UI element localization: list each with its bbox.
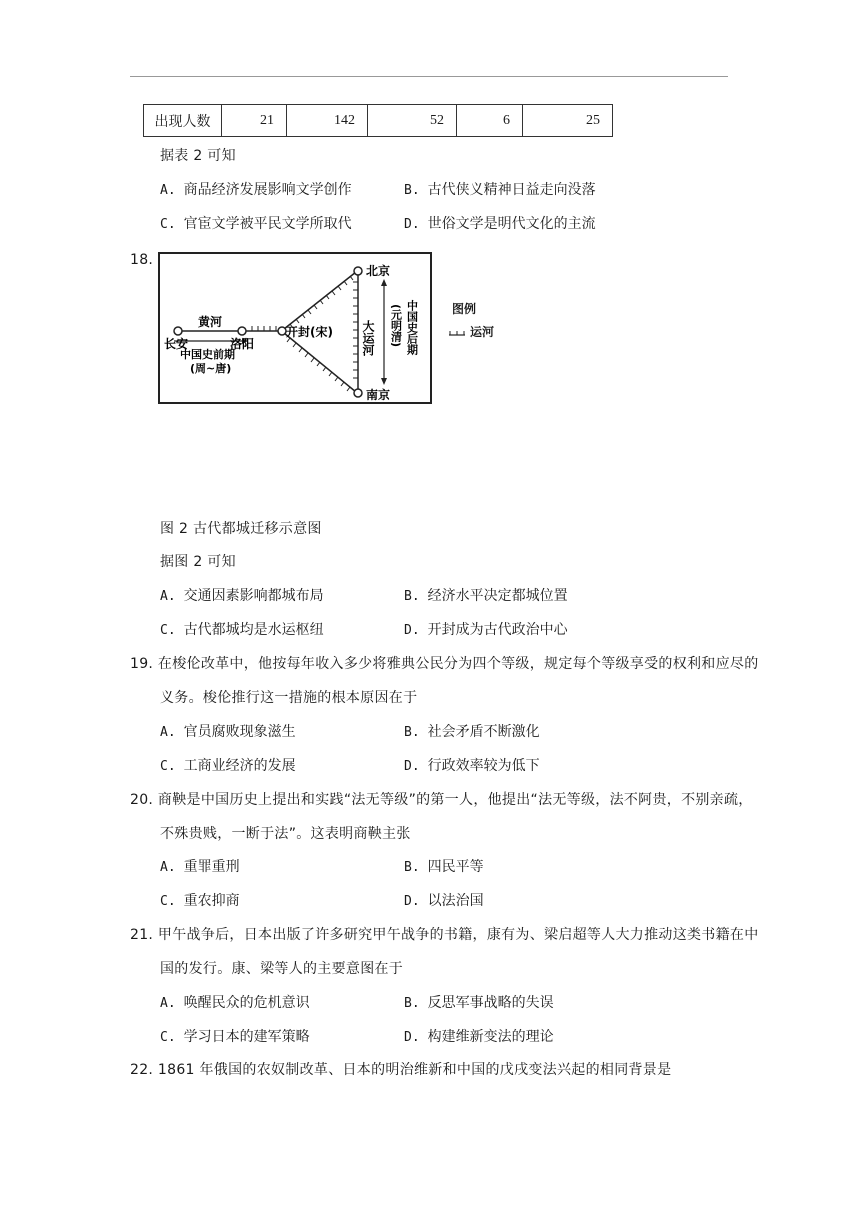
- kaifeng-label: 开封(宋): [286, 325, 333, 339]
- option-key: D.: [404, 623, 420, 638]
- map-legend: [448, 300, 494, 340]
- option-text: 重农抑商: [183, 893, 240, 909]
- option-text: 古代侠义精神日益走向没落: [427, 182, 596, 198]
- capital-migration-map: [158, 252, 432, 404]
- canal-legend-icon: [448, 327, 466, 337]
- option-key: B.: [404, 589, 420, 604]
- option-text: 开封成为古代政治中心: [427, 622, 568, 638]
- table-cell: 142: [287, 105, 368, 137]
- arrow-head: [381, 279, 387, 286]
- late-period-label: 中国史后期: [405, 300, 419, 355]
- changan-marker: [174, 327, 182, 335]
- legend-canal-label: 运河: [470, 325, 495, 339]
- beijing-marker: [354, 267, 362, 275]
- option-text: 官员腐败现象滋生: [183, 724, 296, 740]
- huanghe-label: 黄河: [198, 315, 223, 329]
- option-text: 行政效率较为低下: [427, 758, 540, 774]
- q19-option-d[interactable]: [404, 757, 540, 776]
- early-period-label: 中国史前期: [180, 348, 235, 361]
- changan-label: 长安: [164, 337, 189, 351]
- option-key: C.: [160, 623, 176, 638]
- option-key: B.: [404, 996, 420, 1011]
- legend-title: 图例: [452, 302, 477, 316]
- option-key: D.: [404, 894, 420, 909]
- table-cell: 21: [222, 105, 287, 137]
- option-text: 以法治国: [427, 893, 484, 909]
- option-key: A.: [160, 860, 176, 875]
- q21-option-d[interactable]: [404, 1028, 554, 1047]
- q20-option-a[interactable]: [160, 858, 240, 877]
- option-key: A.: [160, 183, 176, 198]
- canal-ticks-north: [290, 276, 353, 328]
- option-key: D.: [404, 759, 420, 774]
- nanjing-marker: [354, 389, 362, 397]
- option-text: 反思军事战略的失误: [427, 995, 554, 1011]
- option-key: A.: [160, 996, 176, 1011]
- option-text: 重罪重刑: [183, 859, 240, 875]
- table-row: [144, 105, 613, 137]
- luoyang-marker: [238, 327, 246, 335]
- q21-option-b[interactable]: [404, 994, 554, 1013]
- table-cell: 6: [457, 105, 523, 137]
- q18-caption: 图 2 古代都城迁移示意图: [160, 521, 322, 537]
- option-text: 学习日本的建军策略: [183, 1029, 310, 1045]
- q20-stem-line2: 不殊贵贱，一断于法”。这表明商鞅主张: [160, 826, 411, 842]
- q21-stem-line2: 国的发行。康、梁等人的主要意图在于: [160, 961, 404, 977]
- q18-option-c[interactable]: [160, 621, 324, 640]
- option-text: 官宦文学被平民文学所取代: [183, 216, 352, 232]
- grand-canal-label: 大运河: [361, 320, 375, 356]
- option-key: B.: [404, 183, 420, 198]
- q19-stem-line2: 义务。梭伦推行这一措施的根本原因在于: [160, 690, 418, 706]
- option-key: D.: [404, 1030, 420, 1045]
- option-text: 世俗文学是明代文化的主流: [427, 216, 596, 232]
- q20-option-b[interactable]: [404, 858, 484, 877]
- header-rule: [130, 76, 728, 77]
- option-key: A.: [160, 589, 176, 604]
- beijing-label: 北京: [366, 264, 391, 278]
- q18-option-a[interactable]: [160, 587, 324, 606]
- q17-option-a[interactable]: [160, 181, 352, 200]
- canal-ticks-south: [287, 338, 350, 391]
- table-row-label: 出现人数: [144, 105, 222, 137]
- option-text: 古代都城均是水运枢纽: [183, 622, 324, 638]
- option-text: 交通因素影响都城布局: [183, 588, 324, 604]
- q17-option-b[interactable]: [404, 181, 596, 200]
- option-key: C.: [160, 217, 176, 232]
- q21-option-a[interactable]: [160, 994, 310, 1013]
- kaifeng-marker: [278, 327, 286, 335]
- q17-option-c[interactable]: [160, 215, 352, 234]
- q18-number: 18.: [130, 252, 154, 268]
- luoyang-label: 洛阳: [230, 337, 255, 351]
- table-cell: 25: [523, 105, 613, 137]
- legend-row: [448, 323, 494, 340]
- option-text: 工商业经济的发展: [183, 758, 296, 774]
- q19-option-b[interactable]: [404, 723, 540, 742]
- option-key: C.: [160, 1030, 176, 1045]
- q21-stem-line1: 21. 甲午战争后，日本出版了许多研究甲午战争的书籍，康有为、梁启超等人大力推动这类书籍在中: [130, 927, 759, 943]
- option-key: C.: [160, 894, 176, 909]
- q19-stem-line1: 19. 在梭伦改革中，他按每年收入多少将雅典公民分为四个等级，规定每个等级享受的权利和应尽的: [130, 656, 759, 672]
- q19-option-a[interactable]: [160, 723, 296, 742]
- late-dynasties-label: (元明清): [389, 304, 403, 348]
- q21-option-c[interactable]: [160, 1028, 310, 1047]
- q19-option-c[interactable]: [160, 757, 296, 776]
- option-text: 商品经济发展影响文学创作: [183, 182, 352, 198]
- q22-stem-line1: 22. 1861 年俄国的农奴制改革、日本的明治维新和中国的戊戌变法兴起的相同背景是: [130, 1062, 672, 1078]
- nanjing-label: 南京: [366, 388, 391, 402]
- q20-option-c[interactable]: [160, 892, 240, 911]
- option-text: 经济水平决定都城位置: [427, 588, 568, 604]
- option-text: 四民平等: [427, 859, 484, 875]
- table-cell: 52: [368, 105, 457, 137]
- option-key: C.: [160, 759, 176, 774]
- q18-option-d[interactable]: [404, 621, 568, 640]
- q17-stem: 据表 2 可知: [160, 148, 236, 164]
- q17-option-d[interactable]: [404, 215, 596, 234]
- option-text: 构建维新变法的理论: [427, 1029, 554, 1045]
- option-key: D.: [404, 217, 420, 232]
- early-dynasties-label: (周~唐): [190, 362, 232, 375]
- arrow-head: [381, 378, 387, 385]
- option-text: 社会矛盾不断激化: [427, 724, 540, 740]
- q20-stem-line1: 20. 商鞅是中国历史上提出和实践“法无等级”的第一人，他提出“法无等级，法不阿贵，不别亲疏，: [130, 792, 753, 808]
- q18-stem: 据图 2 可知: [160, 554, 236, 570]
- q20-option-d[interactable]: [404, 892, 484, 911]
- option-key: B.: [404, 725, 420, 740]
- option-key: B.: [404, 860, 420, 875]
- option-key: A.: [160, 725, 176, 740]
- q18-option-b[interactable]: [404, 587, 568, 606]
- data-table: [143, 104, 613, 137]
- option-text: 唤醒民众的危机意识: [183, 995, 310, 1011]
